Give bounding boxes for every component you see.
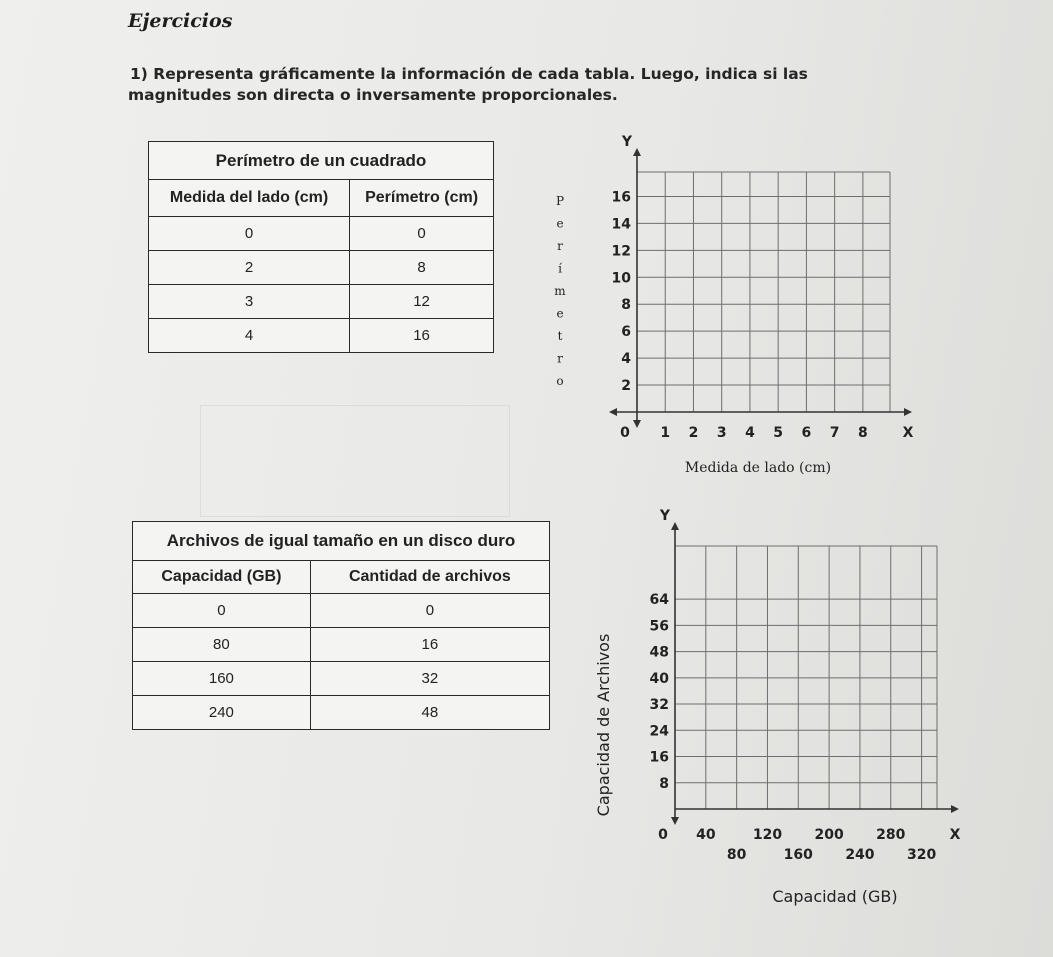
x-axis-label: Capacidad (GB) <box>772 887 898 906</box>
table-row <box>133 696 550 730</box>
table-row <box>149 251 494 285</box>
y-axis-label: Capacidad de Archivos <box>594 633 613 817</box>
y-axis-down-arrow <box>671 817 679 825</box>
y-axis-arrow <box>671 522 679 530</box>
y-axis-label-letter: e <box>556 216 564 231</box>
y-axis-letter: Y <box>659 508 671 524</box>
x-tick-label: 3 <box>716 425 727 441</box>
y-tick-label: 6 <box>621 324 631 341</box>
table-cell: 48 <box>310 696 549 730</box>
y-tick-label: 16 <box>611 189 631 206</box>
x-tick-label: 200 <box>814 827 844 843</box>
table-cell: 2 <box>149 251 350 285</box>
y-axis-label <box>554 194 566 388</box>
table-cell: 8 <box>350 251 494 285</box>
y-tick-label: 4 <box>621 351 631 368</box>
x-axis-arrow <box>951 805 959 813</box>
column-header: Medida del lado (cm) <box>149 180 350 217</box>
x-axis-letter: X <box>902 425 914 441</box>
y-tick-label: 8 <box>621 297 631 314</box>
y-axis-label-letter: e <box>556 306 564 321</box>
origin-label: 0 <box>620 425 630 441</box>
instruction-line-1: 1) Representa gráficamente la información de cada tabla. Luego, indica si las <box>130 65 808 83</box>
x-tick-label: 240 <box>845 847 875 863</box>
x-tick-label: 80 <box>726 847 747 863</box>
table-cell: 12 <box>350 285 494 319</box>
x-tick-label: 2 <box>688 425 699 441</box>
table-cell: 0 <box>350 217 494 251</box>
column-header: Capacidad (GB) <box>133 561 311 594</box>
x-tick-label: 8 <box>858 425 868 441</box>
origin-label: 0 <box>658 827 668 843</box>
bleed-through-shadow <box>200 405 510 517</box>
x-tick-label: 320 <box>906 847 937 863</box>
y-axis-label-letter: m <box>554 284 566 298</box>
x-tick-label: 1 <box>660 425 671 441</box>
y-axis-label-letter: t <box>557 329 563 343</box>
files-table <box>132 521 550 730</box>
x-tick-label: 280 <box>876 827 906 843</box>
x-axis-letter: X <box>949 827 961 843</box>
table-row <box>149 319 494 353</box>
table-title: Archivos de igual tamaño en un disco duro <box>133 522 550 561</box>
table-row <box>149 285 494 319</box>
table-cell: 16 <box>310 628 549 662</box>
chart-grid <box>637 172 890 412</box>
files-chart <box>585 508 985 920</box>
y-tick-label: 14 <box>611 216 631 233</box>
y-tick-label: 48 <box>649 644 669 661</box>
table-cell: 3 <box>149 285 350 319</box>
table-cell: 4 <box>149 319 350 353</box>
table-cell: 0 <box>310 594 549 628</box>
y-axis-label-letter: P <box>555 194 565 208</box>
y-tick-label: 32 <box>649 697 669 714</box>
x-tick-label: 4 <box>745 425 755 441</box>
table-row <box>133 662 550 696</box>
y-axis-label-letter: í <box>558 261 562 276</box>
table-cell: 0 <box>149 217 350 251</box>
x-tick-label: 5 <box>773 425 784 441</box>
x-axis-label: Medida de lado (cm) <box>684 460 832 476</box>
table-cell: 240 <box>133 696 311 730</box>
table-cell: 32 <box>310 662 549 696</box>
y-axis-arrow <box>633 148 641 156</box>
y-tick-label: 10 <box>611 270 631 287</box>
table-cell: 80 <box>133 628 311 662</box>
perimeter-table <box>148 141 494 353</box>
x-tick-label: 160 <box>783 847 813 863</box>
y-tick-label: 24 <box>649 723 669 740</box>
x-tick-label: 6 <box>801 425 812 441</box>
x-tick-label: 120 <box>752 827 783 843</box>
y-tick-label: 2 <box>621 378 631 395</box>
table-row <box>133 628 550 662</box>
x-axis-back-arrow <box>609 408 617 416</box>
x-axis-arrow <box>904 408 912 416</box>
column-header: Cantidad de archivos <box>310 561 549 594</box>
y-axis-letter: Y <box>621 134 633 150</box>
exercise-instruction <box>130 64 850 106</box>
page-title: Ejercicios <box>128 10 233 32</box>
instruction-line-2: magnitudes son directa o inversamente proporcionales. <box>128 86 618 104</box>
y-axis-label-letter: r <box>557 239 563 253</box>
y-tick-label: 64 <box>649 592 669 609</box>
y-tick-label: 56 <box>649 618 669 635</box>
x-tick-label: 7 <box>829 425 840 441</box>
y-tick-label: 16 <box>649 749 669 766</box>
column-header: Perímetro (cm) <box>350 180 494 217</box>
table-row <box>149 217 494 251</box>
table-cell: 0 <box>133 594 311 628</box>
y-axis-label-letter: o <box>556 374 564 388</box>
y-tick-label: 12 <box>611 243 631 260</box>
y-axis-down-arrow <box>633 420 641 428</box>
perimeter-chart <box>520 125 920 485</box>
y-tick-label: 40 <box>649 670 669 687</box>
table-cell: 16 <box>350 319 494 353</box>
table-cell: 160 <box>133 662 311 696</box>
y-axis-label-letter: r <box>557 351 563 366</box>
table-title: Perímetro de un cuadrado <box>149 142 494 180</box>
y-tick-label: 8 <box>659 775 669 792</box>
x-tick-label: 40 <box>696 827 716 843</box>
table-row <box>133 594 550 628</box>
chart-grid <box>675 546 937 809</box>
